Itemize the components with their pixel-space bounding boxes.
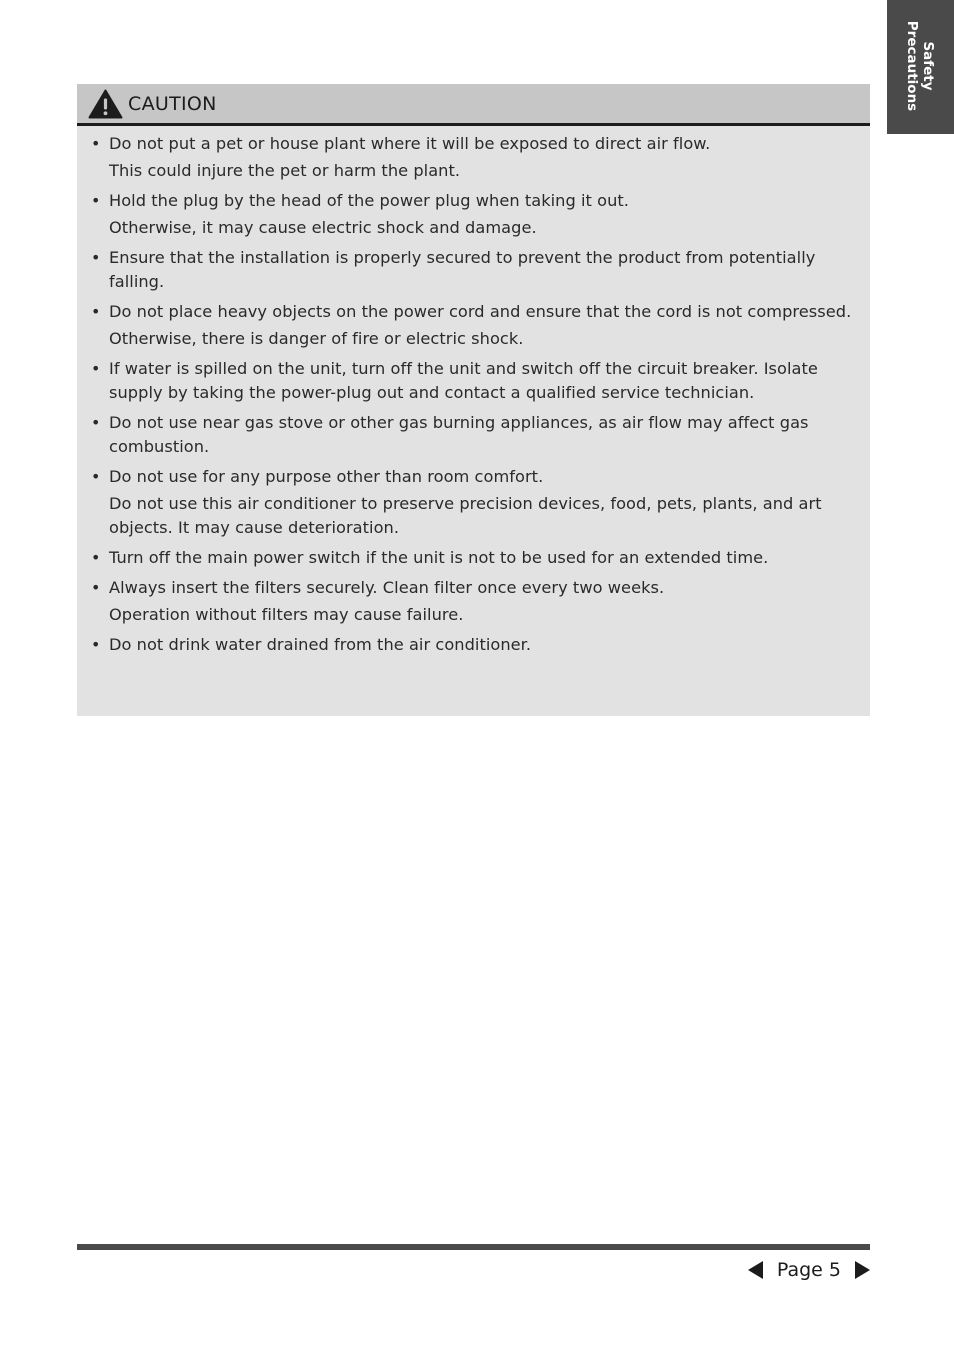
caution-item-text: Ensure that the installation is properly secured to prevent the product from potentially falling. bbox=[109, 248, 816, 291]
caution-item bbox=[91, 300, 856, 351]
caution-item-text: Do not use near gas stove or other gas burning appliances, as air flow may affect gas combustion. bbox=[109, 413, 809, 456]
section-tab[interactable] bbox=[887, 0, 954, 134]
section-tab-line2: Precautions bbox=[904, 20, 920, 112]
caution-item bbox=[91, 246, 856, 294]
caution-item bbox=[91, 357, 856, 405]
caution-item-note: Otherwise, there is danger of fire or electric shock. bbox=[109, 329, 524, 348]
caution-item-text: Always insert the filters securely. Clean filter once every two weeks. bbox=[109, 578, 665, 597]
bullet-icon: • bbox=[91, 134, 101, 153]
caution-item bbox=[91, 189, 856, 240]
bullet-icon: • bbox=[91, 413, 101, 432]
previous-page-icon[interactable] bbox=[748, 1261, 763, 1279]
caution-title: CAUTION bbox=[128, 92, 217, 115]
section-tab-label bbox=[904, 21, 936, 111]
page-number: Page 5 bbox=[776, 1259, 841, 1281]
section-tab-line1: Safety bbox=[920, 41, 936, 91]
caution-item-text: If water is spilled on the unit, turn off the unit and switch off the circuit breaker. Isolate supply by taking the power-plug out and contact a qualified service technician. bbox=[109, 359, 818, 402]
bullet-icon: • bbox=[91, 302, 101, 321]
page-navigation bbox=[748, 1257, 870, 1283]
footer-divider bbox=[77, 1244, 870, 1250]
caution-item-note: Otherwise, it may cause electric shock and damage. bbox=[109, 218, 537, 237]
caution-item-text: Do not put a pet or house plant where it will be exposed to direct air flow. bbox=[109, 134, 711, 153]
caution-item bbox=[91, 576, 856, 627]
caution-item-text: Do not use for any purpose other than room comfort. bbox=[109, 467, 544, 486]
warning-triangle-icon bbox=[88, 89, 123, 119]
bullet-icon: • bbox=[91, 359, 101, 378]
caution-item-text: Turn off the main power switch if the unit is not to be used for an extended time. bbox=[109, 548, 769, 567]
bullet-icon: • bbox=[91, 548, 101, 567]
bullet-icon: • bbox=[91, 248, 101, 267]
caution-item bbox=[91, 633, 856, 657]
caution-item-note: This could injure the pet or harm the plant. bbox=[109, 161, 461, 180]
caution-item-note: Operation without filters may cause failure. bbox=[109, 605, 464, 624]
caution-item-text: Hold the plug by the head of the power plug when taking it out. bbox=[109, 191, 629, 210]
bullet-icon: • bbox=[91, 635, 101, 654]
caution-item bbox=[91, 465, 856, 540]
next-page-icon[interactable] bbox=[855, 1261, 870, 1279]
caution-item-text: Do not place heavy objects on the power cord and ensure that the cord is not compressed. bbox=[109, 302, 852, 321]
bullet-icon: • bbox=[91, 467, 101, 486]
caution-item bbox=[91, 132, 856, 183]
caution-item-note: Do not use this air conditioner to preserve precision devices, food, pets, plants, and art objects. It may cause deterioration. bbox=[109, 494, 822, 537]
caution-list bbox=[77, 126, 870, 657]
caution-item bbox=[91, 411, 856, 459]
caution-header bbox=[77, 84, 870, 126]
bullet-icon: • bbox=[91, 191, 101, 210]
bullet-icon: • bbox=[91, 578, 101, 597]
caution-item bbox=[91, 546, 856, 570]
caution-item-text: Do not drink water drained from the air conditioner. bbox=[109, 635, 532, 654]
caution-box bbox=[77, 84, 870, 716]
